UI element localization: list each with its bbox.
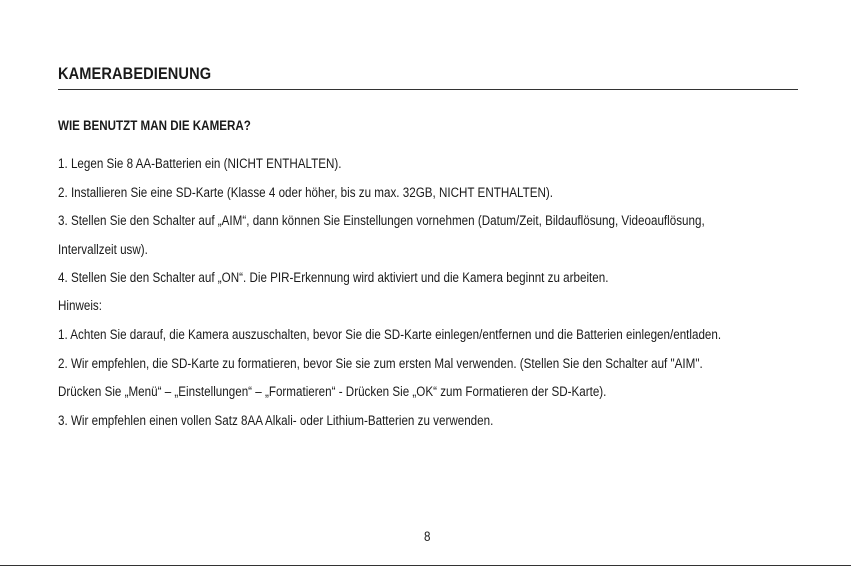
page-number: 8: [424, 529, 431, 544]
page-title: KAMERABEDIENUNG: [58, 64, 212, 83]
footer-divider: [0, 565, 851, 566]
instruction-line-4: 4. Stellen Sie den Schalter auf „ON“. Die PIR-Erkennung wird aktiviert und die Kamera beginnt zu arbeiten.: [58, 270, 609, 285]
instruction-line-3-continued: Intervallzeit usw).: [58, 242, 148, 257]
note-heading: Hinweis:: [58, 298, 102, 313]
section-heading: WIE BENUTZT MAN DIE KAMERA?: [58, 118, 251, 133]
instruction-line-2: 2. Installieren Sie eine SD-Karte (Klasse 4 oder höher, bis zu max. 32GB, NICHT ENTHALTEN).: [58, 185, 553, 200]
note-line-3: 3. Wir empfehlen einen vollen Satz 8AA Alkali- oder Lithium-Batterien zu verwenden.: [58, 413, 494, 428]
note-line-2: 2. Wir empfehlen, die SD-Karte zu formatieren, bevor Sie sie zum ersten Mal verwenden. (Stellen Sie den Schalter auf "AIM".: [58, 356, 703, 371]
note-line-2-continued: Drücken Sie „Menü“ – „Einstellungen“ – „Formatieren“ - Drücken Sie „OK“ zum Formatieren der SD-Karte).: [58, 384, 607, 399]
instruction-line-1: 1. Legen Sie 8 AA-Batterien ein (NICHT ENTHALTEN).: [58, 156, 342, 171]
note-line-1: 1. Achten Sie darauf, die Kamera auszuschalten, bevor Sie die SD-Karte einlegen/entfernen und die Batterien einlegen/entladen.: [58, 327, 722, 342]
title-divider: [58, 89, 798, 90]
instruction-line-3: 3. Stellen Sie den Schalter auf „AIM“, dann können Sie Einstellungen vornehmen (Datum/Zeit, Bildauflösung, Videoauflösung,: [58, 213, 705, 228]
